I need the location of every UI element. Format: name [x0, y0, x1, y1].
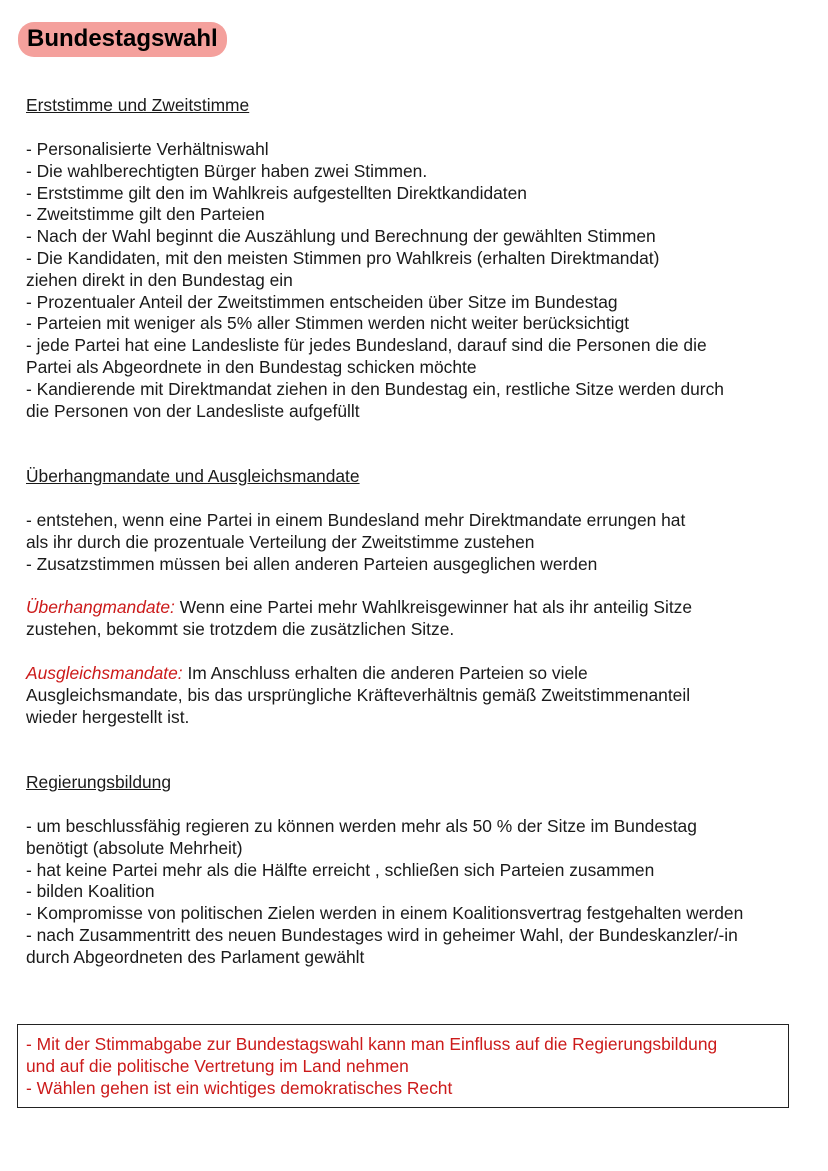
list-line: - Parteien mit weniger als 5% aller Stimmen werden nicht weiter berücksichtigt: [26, 313, 630, 334]
list-line: - hat keine Partei mehr als die Hälfte erreicht , schließen sich Parteien zusammen: [26, 859, 655, 880]
list-line: die Personen von der Landesliste aufgefüllt: [26, 400, 360, 421]
list-line: - nach Zusammentritt des neuen Bundestages wird in geheimer Wahl, der Bundeskanzler/-in: [26, 924, 738, 945]
section-erststimme-zweitstimme: [26, 95, 816, 117]
list-line: - Nach der Wahl beginnt die Auszählung und Berechnung der gewählten Stimmen: [26, 226, 656, 247]
section-heading: Überhangmandate und Ausgleichsmandate: [26, 466, 360, 486]
definition-text: zustehen, bekommt sie trotzdem die zusätzlichen Sitze.: [26, 618, 455, 639]
list-line: - entstehen, wenn eine Partei in einem Bundesland mehr Direktmandate errungen hat: [26, 510, 686, 530]
list-line: - jede Partei hat eine Landesliste für jedes Bundesland, darauf sind die Personen die die: [26, 335, 707, 356]
section2-list: [26, 510, 816, 575]
list-line: durch Abgeordneten des Parlament gewählt: [26, 946, 365, 967]
section-regierungsbildung: [26, 772, 816, 794]
definition-ueberhangmandate: [26, 597, 816, 641]
list-line: - Prozentualer Anteil der Zweitstimmen entscheiden über Sitze im Bundestag: [26, 291, 618, 312]
definition-text: Im Anschluss erhalten die anderen Parteien so viele: [182, 663, 588, 683]
list-line: - Zusatzstimmen müssen bei allen anderen Parteien ausgeglichen werden: [26, 553, 598, 574]
list-line: benötigt (absolute Mehrheit): [26, 837, 243, 858]
title-highlight: [18, 22, 227, 57]
list-line: - Kandierende mit Direktmandat ziehen in den Bundestag ein, restliche Sitze werden durch: [26, 378, 724, 399]
summary-line: - Mit der Stimmabgabe zur Bundestagswahl kann man Einfluss auf die Regierungsbildung: [26, 1034, 718, 1054]
list-line: - um beschlussfähig regieren zu können werden mehr als 50 % der Sitze im Bundestag: [26, 816, 697, 836]
definition-text: Ausgleichsmandate, bis das ursprüngliche Kräfteverhältnis gemäß Zweitstimmenanteil: [26, 684, 691, 705]
list-line: - Zweitstimme gilt den Parteien: [26, 204, 265, 225]
list-line: - Die wahlberechtigten Bürger haben zwei Stimmen.: [26, 160, 428, 181]
definition-text: wieder hergestellt ist.: [26, 706, 190, 727]
summary-line: - Wählen gehen ist ein wichtiges demokratisches Recht: [26, 1077, 453, 1098]
list-line: Partei als Abgeordnete in den Bundestag schicken möchte: [26, 356, 477, 377]
page-title: Bundestagswahl: [27, 25, 218, 52]
list-line: - Kompromisse von politischen Zielen werden in einem Koalitionsvertrag festgehalten werden: [26, 903, 744, 924]
summary-box: [17, 1024, 789, 1108]
section-heading: Regierungsbildung: [26, 772, 172, 792]
list-line: - Personalisierte Verhältniswahl: [26, 139, 269, 159]
list-line: ziehen direkt in den Bundestag ein: [26, 269, 293, 290]
section-ueberhang-ausgleich: [26, 466, 816, 488]
section1-list: [26, 139, 816, 422]
list-line: als ihr durch die prozentuale Verteilung der Zweitstimme zustehen: [26, 531, 535, 552]
section-heading: Erststimme und Zweitstimme: [26, 95, 250, 115]
list-line: - Die Kandidaten, mit den meisten Stimmen pro Wahlkreis (erhalten Direktmandat): [26, 247, 660, 268]
section3-list: [26, 816, 816, 969]
list-line: - bilden Koalition: [26, 881, 155, 902]
definition-text: Wenn eine Partei mehr Wahlkreisgewinner hat als ihr anteilig Sitze: [174, 597, 693, 617]
definition-term: Überhangmandate:: [26, 597, 175, 617]
summary-line: und auf die politische Vertretung im Land nehmen: [26, 1055, 409, 1076]
definition-term: Ausgleichsmandate:: [26, 663, 183, 683]
list-line: - Erststimme gilt den im Wahlkreis aufgestellten Direktkandidaten: [26, 182, 527, 203]
definition-ausgleichsmandate: [26, 663, 816, 728]
